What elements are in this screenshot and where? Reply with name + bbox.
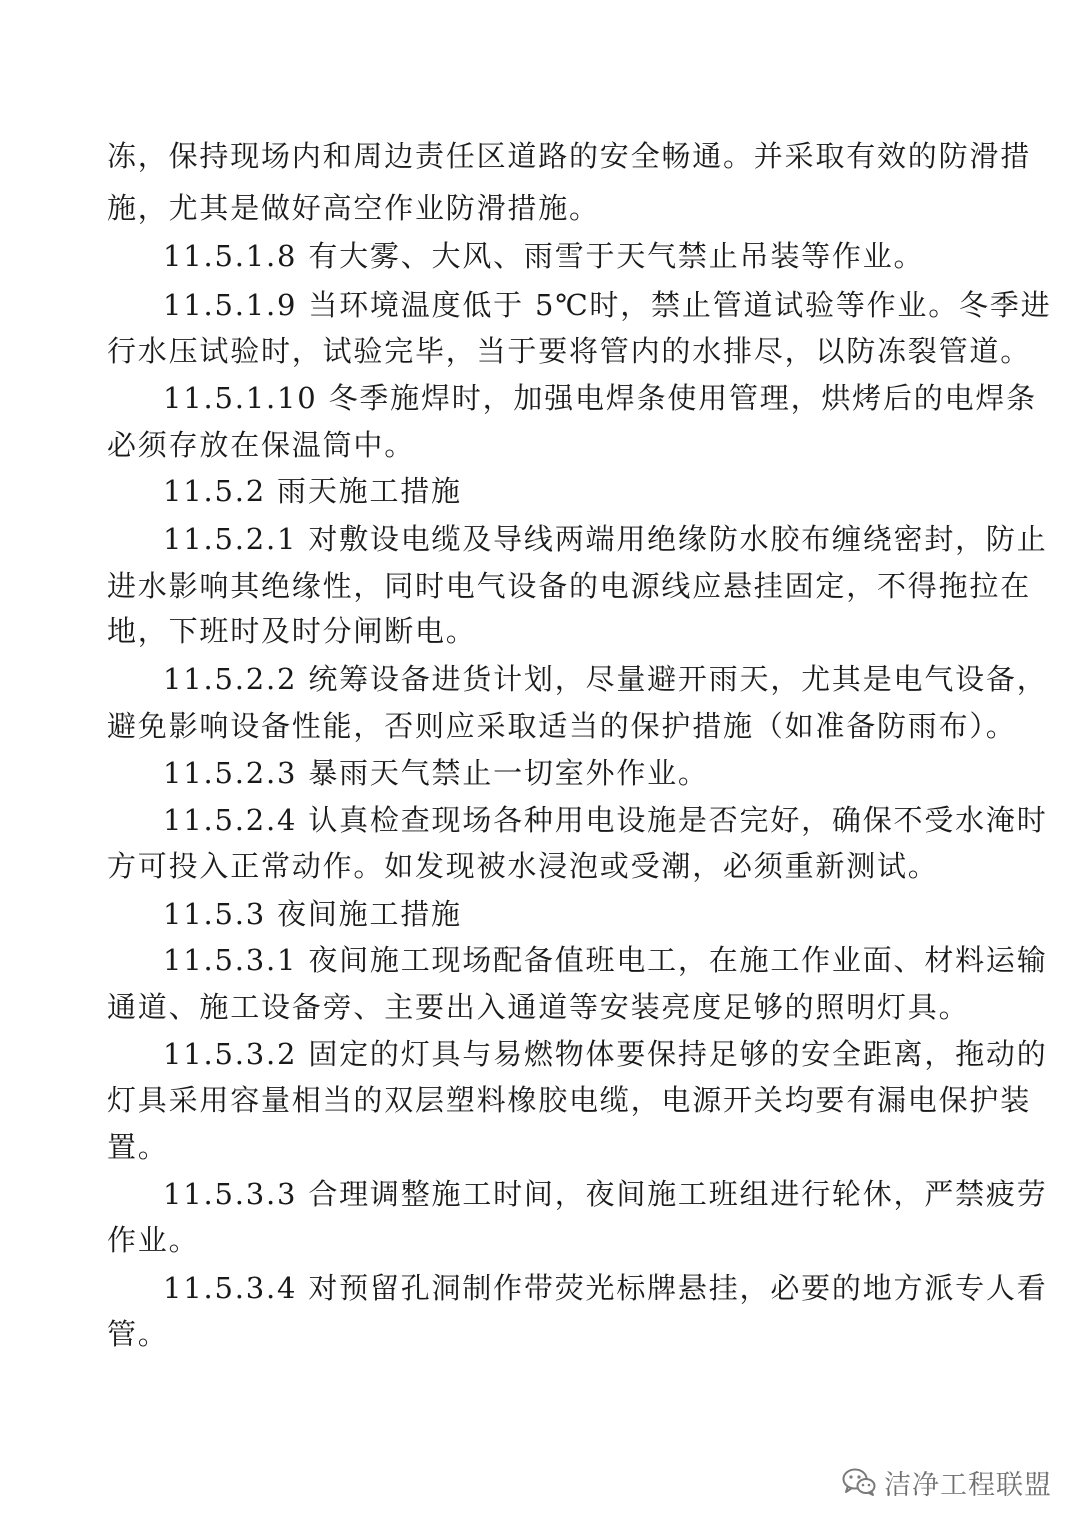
clause-line: 11.5.1.9 当环境温度低于 5℃时，禁止管道试验等作业。冬季进	[163, 288, 1052, 322]
clause-line: 11.5.3.1 夜间施工现场配备值班电工，在施工作业面、材料运输	[163, 943, 1048, 977]
clause-line: 11.5.2.1 对敷设电缆及导线两端用绝缘防水胶布缠绕密封，防止	[163, 522, 1048, 556]
wechat-icon	[842, 1467, 876, 1497]
body-line: 通道、施工设备旁、主要出入通道等安装亮度足够的照明灯具。	[107, 990, 970, 1024]
body-line: 进水影响其绝缘性，同时电气设备的电源线应悬挂固定，不得拖拉在	[107, 569, 1032, 603]
clause-line: 11.5.1.8 有大雾、大风、雨雪于天气禁止吊装等作业。	[163, 239, 925, 273]
clause-line: 11.5.3.3 合理调整施工时间，夜间施工班组进行轮休，严禁疲劳	[163, 1177, 1048, 1211]
watermark-text: 洁净工程联盟	[884, 1469, 1052, 1501]
body-line: 作业。	[107, 1223, 200, 1257]
body-line: 管。	[107, 1317, 169, 1351]
clause-line: 11.5.3.2 固定的灯具与易燃物体要保持足够的安全距离，拖动的	[163, 1037, 1048, 1071]
watermark	[842, 1464, 1052, 1500]
section-heading: 11.5.3 夜间施工措施	[163, 897, 462, 931]
body-line: 必须存放在保温筒中。	[107, 428, 416, 462]
body-line: 施，尤其是做好高空作业防滑措施。	[107, 191, 600, 225]
body-line: 避免影响设备性能，否则应采取适当的保护措施（如准备防雨布）。	[107, 709, 1017, 743]
clause-line: 11.5.1.10 冬季施焊时，加强电焊条使用管理，烘烤后的电焊条	[163, 381, 1037, 415]
body-line: 置。	[107, 1130, 169, 1164]
body-line: 行水压试验时，试验完毕，当于要将管内的水排尽，以防冻裂管道。	[107, 334, 1032, 368]
clause-line: 11.5.2.2 统筹设备进货计划，尽量避开雨天，尤其是电气设备，	[163, 662, 1048, 696]
clause-line: 11.5.2.3 暴雨天气禁止一切室外作业。	[163, 756, 709, 790]
body-line: 灯具采用容量相当的双层塑料橡胶电缆，电源开关均要有漏电保护装	[107, 1083, 1032, 1117]
section-heading: 11.5.2 雨天施工措施	[163, 474, 462, 508]
body-line: 冻，保持现场内和周边责任区道路的安全畅通。并采取有效的防滑措	[107, 139, 1032, 173]
clause-line: 11.5.2.4 认真检查现场各种用电设施是否完好，确保不受水淹时	[163, 803, 1048, 837]
body-line: 方可投入正常动作。如发现被水浸泡或受潮，必须重新测试。	[107, 849, 939, 883]
body-line: 地，下班时及时分闸断电。	[107, 614, 477, 648]
clause-line: 11.5.3.4 对预留孔洞制作带荧光标牌悬挂，必要的地方派专人看	[163, 1271, 1048, 1305]
